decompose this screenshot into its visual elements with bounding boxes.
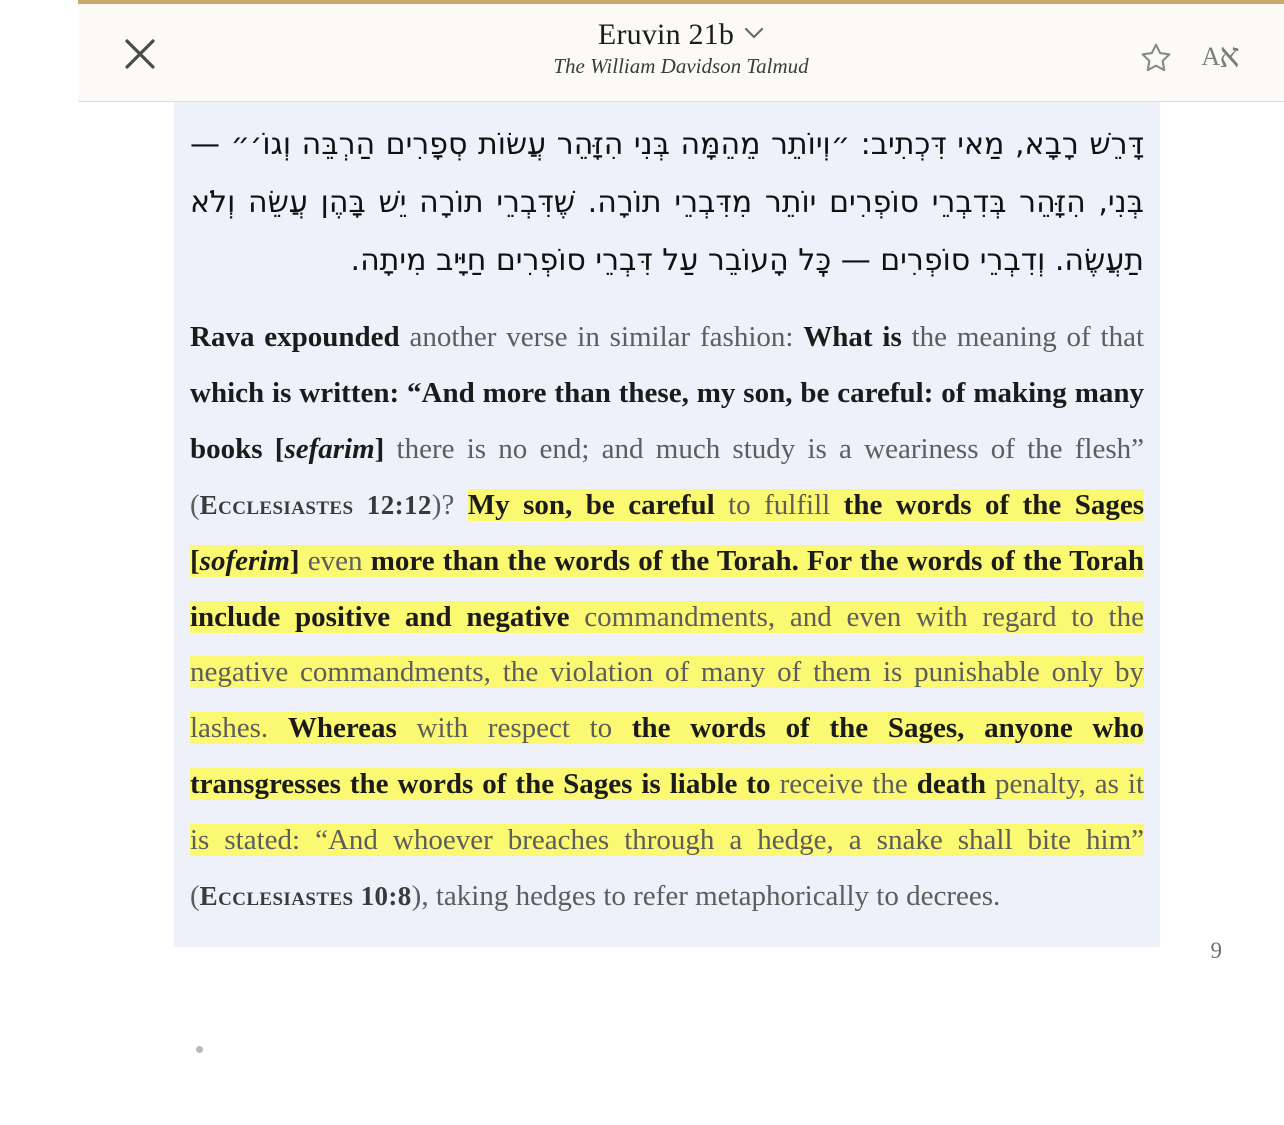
transliteration-text: soferim bbox=[199, 544, 290, 577]
hebrew-paragraph: דָּרֵשׁ רָבָא, מַאי דִּכְתִיב: ״וְיוֹתֵר מֵהֵמָּה בְּנִי הִזָּהֵר עֲשׂוֹת סְפָרִים הַרְבֵּה וְגוֹ׳״ — בְּנִי, הִזָּהֵר בְּדִבְרֵי סוֹפְרִים יוֹתֵר מִדִּבְרֵי תוֹרָה. שֶׁדִּבְרֵי תוֹרָה יֵשׁ בָּהֶן עֲשֵׂה וְלֹא תַעֲשֶׂה. וְדִבְרֵי סוֹפְרִים — כׇּל הָעוֹבֵר עַל דִּבְרֵי סוֹפְרִים חַיָּיב מִיתָה. bbox=[190, 127, 1144, 278]
translation-segment: )? bbox=[431, 488, 468, 521]
bold-text: What is bbox=[803, 320, 902, 353]
reader-header bbox=[78, 4, 1284, 102]
translation-segment: with respect to bbox=[396, 712, 632, 745]
text-block bbox=[174, 102, 1160, 947]
translation-segment: there is no end; and much study is a weariness of the flesh” ( bbox=[190, 432, 1145, 521]
translation-segment: commandments, and even with regard to the negative commandments, the violation of many of them is punishable only by lashes. bbox=[190, 600, 1144, 745]
translation-segment bbox=[803, 321, 901, 353]
translation-segment bbox=[375, 433, 385, 465]
translation-segment bbox=[917, 768, 986, 800]
translation-segment: receive the bbox=[770, 768, 917, 801]
header-center bbox=[78, 18, 1284, 79]
english-translation-paragraph bbox=[174, 310, 1160, 926]
bold-text: more than the words of the Torah. For the words of the Torah include positive and negative bbox=[190, 544, 1144, 633]
bold-text: Whereas bbox=[287, 712, 397, 745]
bold-text: death bbox=[916, 768, 986, 801]
translation-segment bbox=[284, 433, 374, 465]
bold-text: My son, be careful bbox=[467, 488, 715, 521]
bold-text: the words of the Sages [ bbox=[190, 488, 1144, 577]
font-size-hebrew-label: א bbox=[1219, 38, 1239, 75]
translation-segment bbox=[288, 712, 397, 744]
translation-segment bbox=[468, 489, 715, 521]
text-settings-button[interactable] bbox=[1192, 34, 1248, 80]
book-title-dropdown[interactable] bbox=[598, 18, 764, 52]
source-citation: Ecclesiastes 12:12 bbox=[199, 489, 432, 520]
translation-segment bbox=[200, 880, 412, 912]
font-size-latin-label: A bbox=[1201, 42, 1220, 71]
bold-text bbox=[200, 545, 290, 577]
translation-segment: the meaning of that bbox=[901, 320, 1144, 353]
translation-segment: ), taking hedges to refer metaphorically to decrees. bbox=[411, 880, 1001, 913]
bold-text: ] bbox=[374, 432, 385, 465]
star-outline-icon bbox=[1139, 41, 1173, 75]
left-gutter bbox=[0, 0, 78, 1125]
bold-text: Rava expounded bbox=[190, 320, 400, 353]
book-subtitle: The William Davidson Talmud bbox=[553, 54, 809, 78]
favorite-button[interactable] bbox=[1136, 38, 1176, 78]
chevron-down-icon bbox=[744, 26, 764, 44]
bold-text: the words of the Sages, anyone who transgresses the words of the Sages is liable to bbox=[190, 712, 1145, 801]
close-button[interactable] bbox=[116, 30, 164, 78]
translation-segment bbox=[290, 545, 300, 577]
translation-segment: another verse in similar fashion: bbox=[399, 320, 804, 353]
translation-segment: penalty, as it is stated: “And whoever breaches through a hedge, a snake shall bite him” bbox=[190, 768, 1144, 857]
translation-segment: to fulfill bbox=[714, 488, 844, 521]
bold-text bbox=[284, 433, 374, 465]
page-title: Eruvin 21b bbox=[597, 18, 735, 51]
close-icon bbox=[123, 37, 157, 71]
translation-segment bbox=[190, 321, 400, 353]
source-citation: Ecclesiastes 10:8 bbox=[199, 881, 412, 912]
translation-segment: even bbox=[299, 544, 371, 577]
page-number: 9 bbox=[1210, 938, 1222, 963]
reader-body[interactable] bbox=[78, 102, 1284, 1125]
transliteration-text: sefarim bbox=[284, 432, 375, 465]
segment-marker-dot[interactable] bbox=[196, 1046, 203, 1053]
translation-segment bbox=[200, 545, 290, 577]
bold-text: ] bbox=[289, 544, 300, 577]
bold-text: which is written: “And more than these, my son, be careful: of making many books [ bbox=[190, 376, 1144, 465]
translation-segment: ( bbox=[190, 880, 200, 913]
translation-segment bbox=[200, 489, 432, 521]
